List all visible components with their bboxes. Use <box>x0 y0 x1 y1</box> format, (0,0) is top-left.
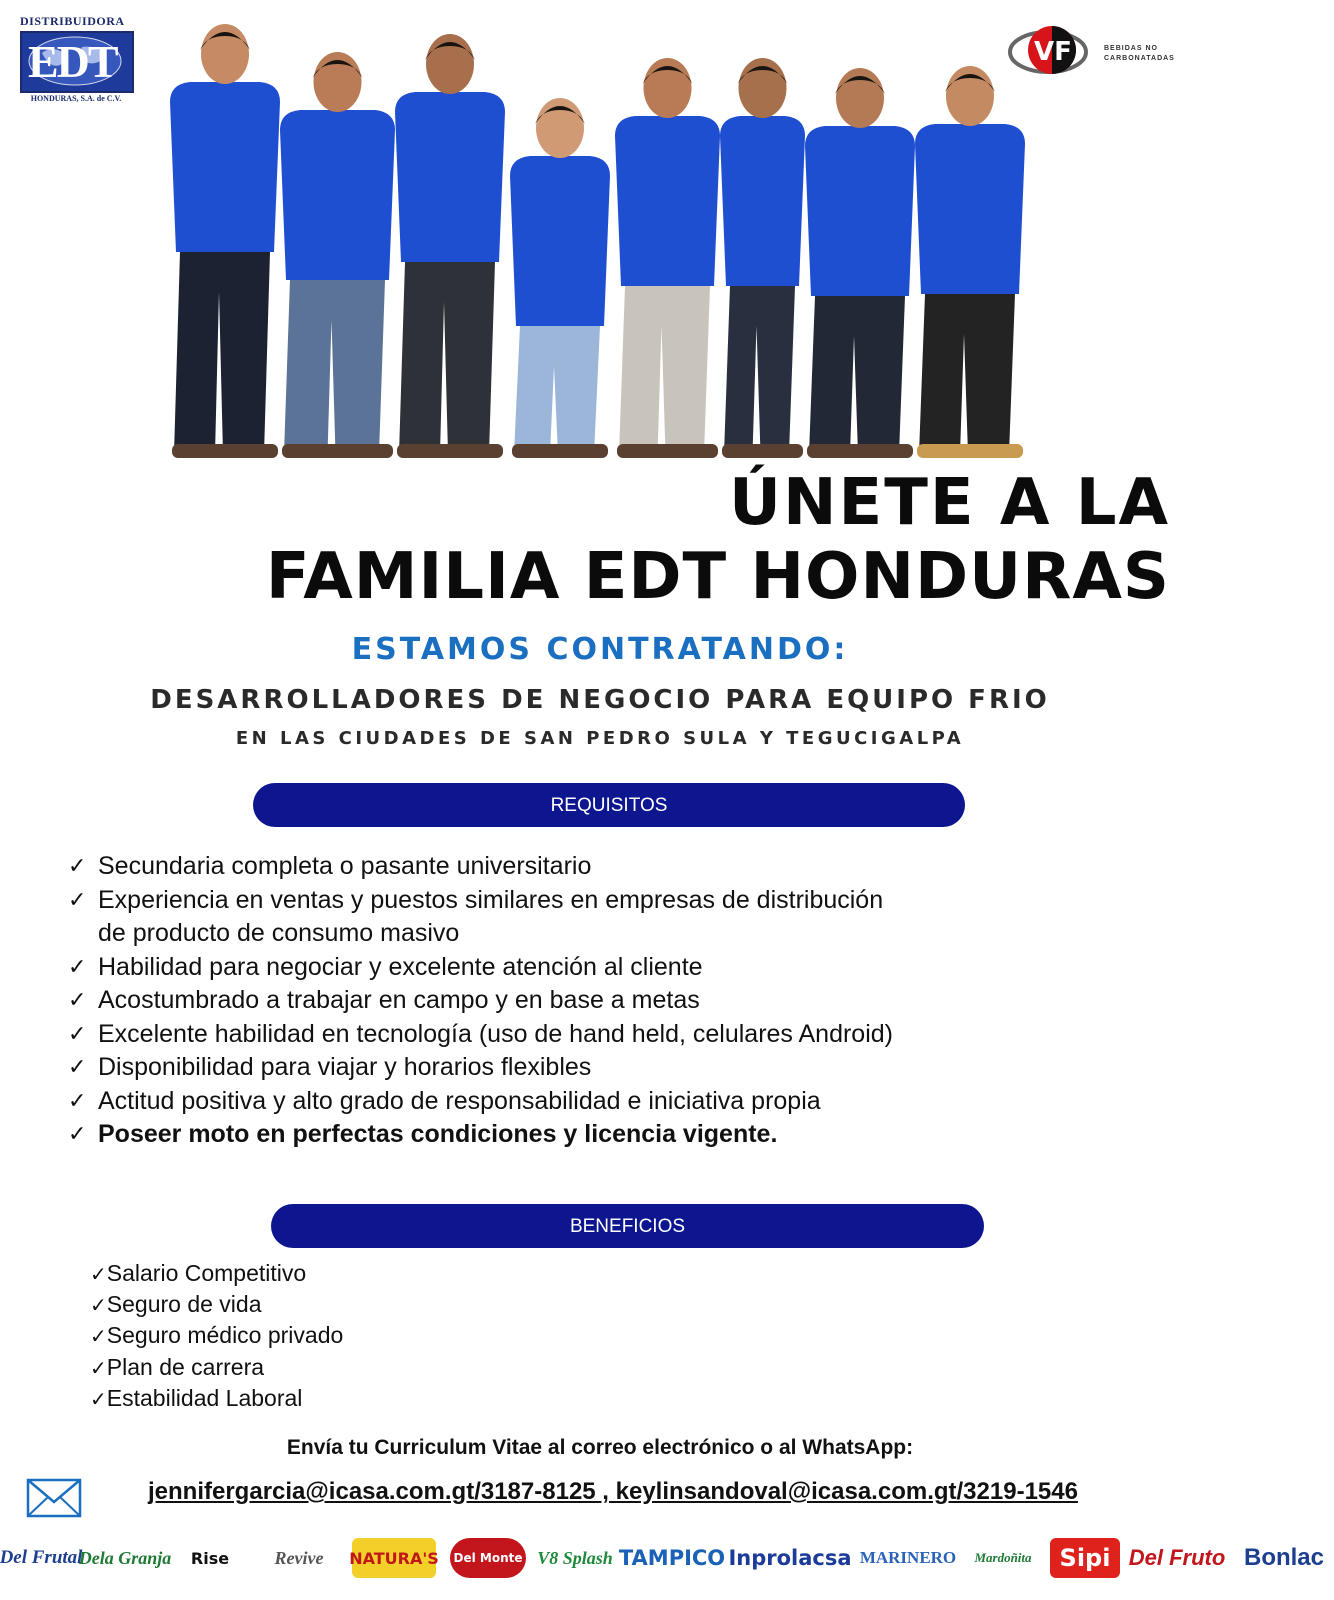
team-member <box>395 34 505 458</box>
brand-logo: V8 Splash <box>537 1547 613 1568</box>
team-photo <box>150 14 1030 474</box>
brand-strip <box>0 1528 1324 1594</box>
team-member <box>805 68 915 458</box>
people-group <box>170 24 1025 458</box>
requirement-item: ✓ Disponibilidad para viajar y horarios flexibles <box>68 1051 1168 1085</box>
brand-logo: Sipi <box>1050 1538 1120 1578</box>
vf-mark-text: VF <box>1034 37 1072 67</box>
vf-line2: CARBONATADAS <box>1104 55 1175 62</box>
check-icon: ✓ <box>90 1386 107 1411</box>
edt-logo-top-text: DISTRIBUIDORA <box>20 14 125 28</box>
check-icon: ✓ <box>90 1324 107 1349</box>
position-title: DESARROLLADORES DE NEGOCIO PARA EQUIPO FRIO <box>150 685 1050 715</box>
benefit-item: ✓Seguro médico privado <box>90 1322 344 1349</box>
benefits-list <box>90 1258 343 1414</box>
hiring-label: ESTAMOS CONTRATANDO: <box>351 632 849 667</box>
requirement-item: ✓ Actitud positiva y alto grado de responsabilidad e iniciativa propia <box>68 1085 1168 1119</box>
team-member <box>915 66 1025 458</box>
check-icon: ✓ <box>68 1122 87 1147</box>
cv-instruction: Envía tu Curriculum Vitae al correo electrónico o al WhatsApp: <box>286 1436 914 1459</box>
benefit-item: ✓Estabilidad Laboral <box>90 1384 303 1411</box>
benefits-header: BENEFICIOS <box>271 1204 984 1248</box>
check-icon: ✓ <box>68 1021 87 1047</box>
requirements-header: REQUISITOS <box>253 783 965 827</box>
brand-logo: Dela Granja <box>78 1547 172 1568</box>
requirement-item: ✓ Excelente habilidad en tecnología (uso de hand held, celulares Android) <box>68 1018 1168 1052</box>
requirement-item: ✓ Acostumbrado a trabajar en campo y en base a metas <box>68 984 1168 1018</box>
brand-logo: Revive <box>274 1547 324 1568</box>
requirement-item-bold: ✓ Poseer moto en perfectas condiciones y licencia vigente. <box>68 1118 1168 1152</box>
edt-logo <box>20 14 132 103</box>
brand-logo: MARINERO <box>859 1548 957 1567</box>
check-icon: ✓ <box>68 954 87 980</box>
team-member <box>170 24 280 458</box>
brand-logo: NATURA'S <box>352 1538 436 1578</box>
cities-text: EN LAS CIUDADES DE SAN PEDRO SULA Y TEGUCIGALPA <box>235 728 965 749</box>
brand-logo: Mardoñita <box>974 1550 1032 1565</box>
brand-logo: Del Monte <box>450 1538 526 1578</box>
check-icon: ✓ <box>90 1293 107 1318</box>
vf-logo-text <box>1104 44 1175 64</box>
requirement-item: ✓ Experiencia en ventas y puestos similares en empresas de distribución <box>68 884 1168 918</box>
check-icon: ✓ <box>68 887 87 913</box>
brand-logo: Bonlac <box>1243 1544 1324 1571</box>
requirement-item: ✓ Secundaria completa o pasante universitario <box>68 850 1168 884</box>
brand-logo: Inprolacsa <box>728 1546 852 1570</box>
headline-line2: FAMILIA EDT HONDURAS <box>265 540 1170 614</box>
vf-logo <box>1008 20 1188 90</box>
team-member <box>720 58 805 458</box>
check-icon: ✓ <box>68 854 87 879</box>
team-member <box>510 98 610 458</box>
brand-logo: Del Fruto <box>1128 1545 1226 1570</box>
mail-icon <box>26 1478 82 1518</box>
check-icon: ✓ <box>90 1262 107 1286</box>
benefit-item: ✓Salario Competitivo <box>90 1260 307 1286</box>
check-icon: ✓ <box>90 1355 107 1380</box>
vf-line1: BEBIDAS NO <box>1104 45 1158 52</box>
requirements-list <box>68 850 1168 1152</box>
brand-logo: Rise <box>190 1548 230 1568</box>
brand-logo: TAMPICO <box>618 1546 726 1570</box>
edt-logo-bottom-text: HONDURAS, S.A. de C.V. <box>30 94 122 103</box>
team-member <box>615 58 720 458</box>
headline-line1: ÚNETE A LA <box>728 466 1170 540</box>
check-icon: ✓ <box>68 1055 87 1080</box>
team-member <box>280 52 395 458</box>
benefit-item: ✓Seguro de vida <box>90 1291 262 1318</box>
edt-logo-letters: EDT <box>28 36 117 87</box>
contact-details[interactable]: jennifergarcia@icasa.com.gt/3187-8125 , keylinsandoval@icasa.com.gt/3219-1546 <box>148 1478 1078 1505</box>
check-icon: ✓ <box>68 988 87 1013</box>
brand-logo: Del Frutal <box>0 1547 83 1568</box>
check-icon: ✓ <box>68 1088 87 1114</box>
requirement-item-continuation: de producto de consumo masivo <box>98 919 460 947</box>
edt-logo-box <box>20 31 134 93</box>
requirement-item: ✓ Habilidad para negociar y excelente atención al cliente <box>68 951 1168 985</box>
benefit-item: ✓Plan de carrera <box>90 1353 265 1380</box>
